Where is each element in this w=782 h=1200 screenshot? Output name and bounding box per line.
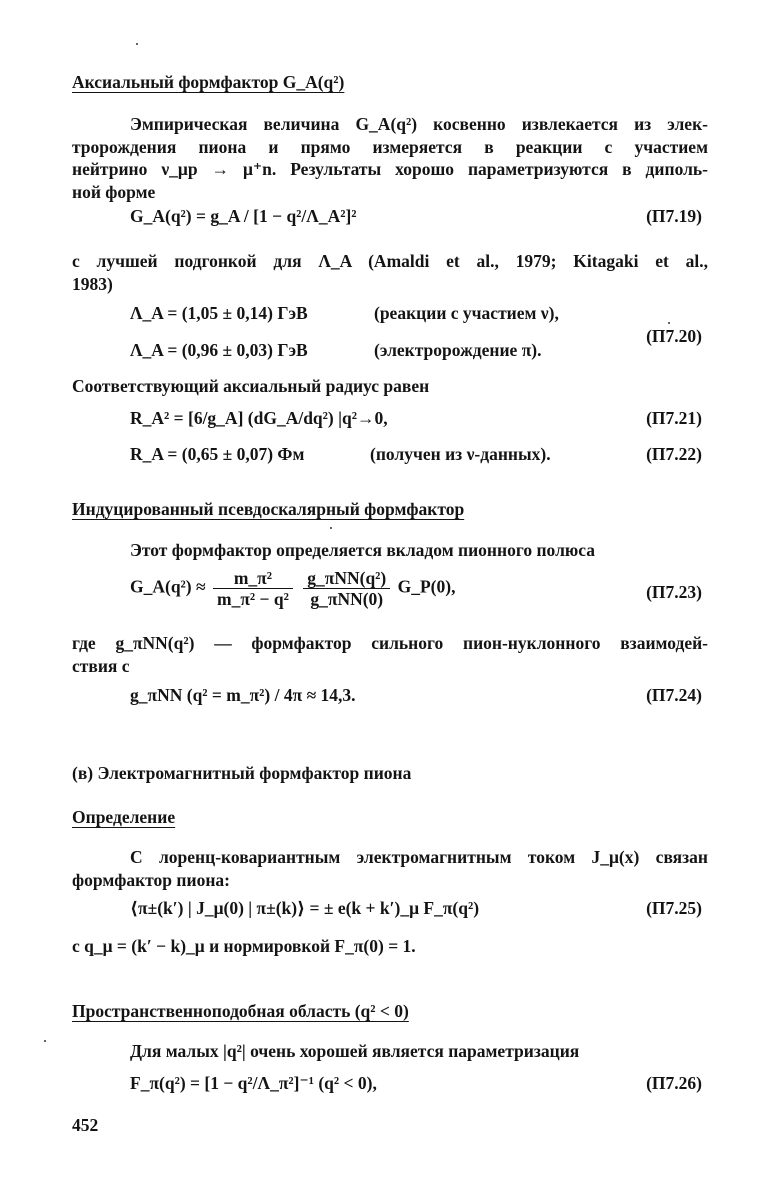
paragraph-line: формфактор пиона: [72,869,230,890]
scan-speck [136,43,138,45]
paragraph-where [72,632,708,677]
paragraph-line: ной форме [72,181,156,202]
paragraph-line: где g_πNN(q²) — формфактор сильного пион-нуклонного взаимодей- [72,633,708,653]
paragraph-small-q2: Для малых |q²| очень хорошей является параметризация [130,1041,580,1061]
paragraph-line: нейтрино ν_μp → μ⁺n. Результаты хорошо параметризуются в диполь- [72,159,708,179]
equation-p7-24: g_πNN (q² = m_π²) / 4π ≈ 14,3. [130,685,356,705]
paragraph-line: тророждения пиона и прямо измеряется в реакции с участием [72,136,708,157]
equation-lhs: G_A(q²) ≈ [130,576,206,597]
equation-number: (П7.23) [646,582,702,602]
fraction-coupling [303,568,390,609]
scan-speck [330,527,332,529]
paragraph-fit [72,250,708,295]
paragraph-line: ствия с [72,655,130,676]
equation-p7-19: G_A(q²) = g_A / [1 − q²/Λ_A²]² [130,206,357,226]
fraction-denominator: g_πNN(0) [310,589,384,609]
subsection-title-pion-em: (в) Электромагнитный формфактор пиона [72,763,412,783]
equation-p7-22: R_A = (0,65 ± 0,07) Фм [130,444,305,464]
equation-number: (П7.21) [646,408,702,428]
paragraph-pion-pole: Этот формфактор определяется вкладом пионного полюса [130,540,595,560]
fraction-denominator: m_π² − q² [217,589,289,609]
scan-speck [44,1040,46,1042]
heading-axial-formfactor: Аксиальный формфактор G_A(q²) [72,72,345,92]
equation-number: (П7.22) [646,444,702,464]
equation-p7-20-line1: Λ_A = (1,05 ± 0,14) ГэВ [130,303,308,323]
paragraph-line: с лучшей подгонкой для Λ_A (Amaldi et al., 1979; Kitagaki et al., [72,251,708,271]
equation-number: (П7.24) [646,685,702,705]
scan-speck [668,322,670,324]
heading-definition: Определение [72,807,176,827]
equation-p7-23 [130,568,455,609]
fraction-numerator: m_π² [213,568,293,589]
equation-number: (П7.26) [646,1073,702,1093]
equation-number: (П7.20) [646,326,702,346]
page-number: 452 [72,1115,99,1135]
equation-rhs: G_P(0), [397,576,456,597]
paragraph-current [72,846,708,891]
paragraph-line: Эмпирическая величина G_A(q²) косвенно извлекается из элек- [130,114,708,134]
radius-text: Соответствующий аксиальный радиус равен [72,376,430,396]
fraction-pion-mass [213,568,293,609]
normalization-text: с q_μ = (k′ − k)_μ и нормировкой F_π(0) = 1. [72,936,416,956]
heading-pseudoscalar-formfactor: Индуцированный псевдоскалярный формфактор [72,499,465,519]
equation-number: (П7.19) [646,206,702,226]
equation-note: (электророждение π). [374,340,542,360]
equation-p7-25: ⟨π±(k′) | J_μ(0) | π±(k)⟩ = ± e(k + k′)_μ F_π(q²) [130,898,480,918]
paragraph-axial-intro [72,113,708,203]
equation-p7-26: F_π(q²) = [1 − q²/Λ_π²]⁻¹ (q² < 0), [130,1073,377,1093]
heading-spacelike-region: Пространственноподобная область (q² < 0) [72,1001,409,1021]
paragraph-line: С лоренц-ковариантным электромагнитным током J_μ(x) связан [130,847,708,867]
equation-number: (П7.25) [646,898,702,918]
paragraph-line: 1983) [72,273,113,294]
equation-p7-20-line2: Λ_A = (0,96 ± 0,03) ГэВ [130,340,308,360]
equation-p7-21: R_A² = [6/g_A] (dG_A/dq²) |q²→0, [130,408,388,428]
equation-note: (получен из ν-данных). [370,444,551,464]
equation-note: (реакции с участием ν), [374,303,559,323]
fraction-numerator: g_πNN(q²) [303,568,390,589]
